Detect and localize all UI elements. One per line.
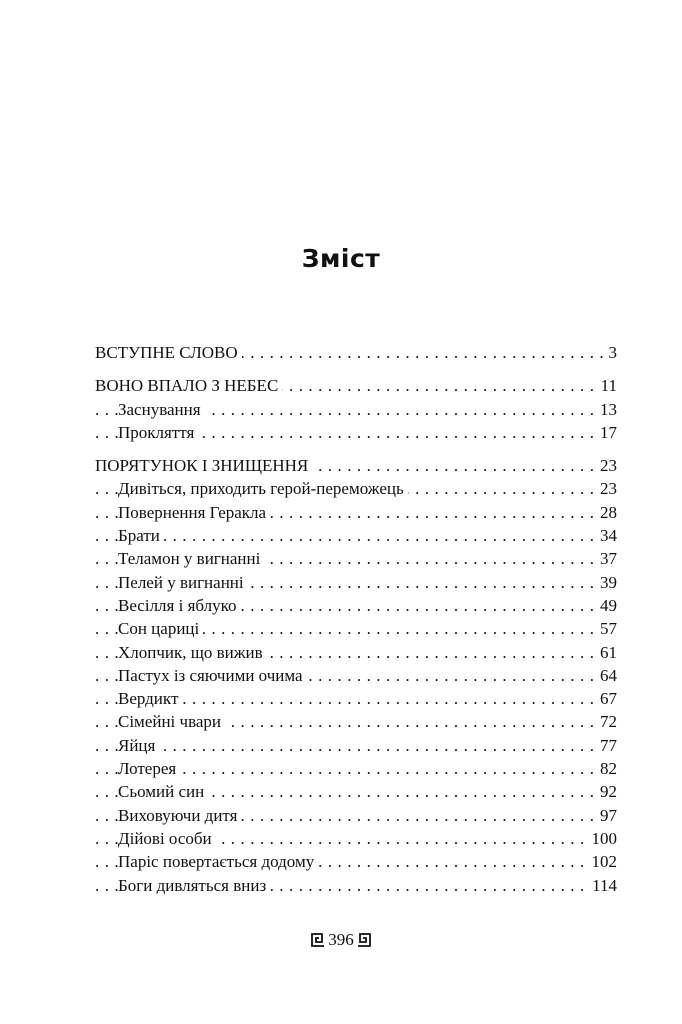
toc-entry-title: Яйця xyxy=(118,736,159,755)
toc-entry-title: Вердикт xyxy=(118,689,182,708)
toc-entry-page: 100 xyxy=(589,827,618,850)
toc-entry-page: 57 xyxy=(597,617,617,640)
toc-entry-title: Повернення Геракла xyxy=(118,503,270,522)
toc-entry-page: 37 xyxy=(597,547,617,570)
toc-entry-page: 28 xyxy=(597,501,617,524)
toc-entry-title: Брати xyxy=(118,526,164,545)
toc-entry-page: 34 xyxy=(597,524,617,547)
toc-entry-page: 72 xyxy=(597,710,617,733)
toc-entry-page: 67 xyxy=(597,687,617,710)
toc-entry-page: 61 xyxy=(597,641,617,664)
toc-entry-page: 17 xyxy=(597,421,617,444)
toc-entry-title: Боги дивляться вниз xyxy=(118,876,270,895)
toc-entry[interactable] xyxy=(95,827,617,850)
page-footer xyxy=(0,930,682,950)
toc-entry-page: 114 xyxy=(589,874,617,897)
toc-entry[interactable] xyxy=(95,710,617,733)
toc-entry-page: 23 xyxy=(597,477,617,500)
toc-entry[interactable] xyxy=(95,617,617,640)
toc-entry-page: 49 xyxy=(597,594,617,617)
toc-entry-title: ВОНО ВПАЛО З НЕБЕС xyxy=(95,376,282,395)
toc-entry[interactable] xyxy=(95,757,617,780)
toc-entry[interactable] xyxy=(95,477,617,500)
toc-entry-title: ПОРЯТУНОК І ЗНИЩЕННЯ xyxy=(95,456,312,475)
toc-entry[interactable] xyxy=(95,594,617,617)
toc-entry-title: Сьомий син xyxy=(118,782,208,801)
toc-entry-title: Дійові особи xyxy=(118,829,216,848)
toc-entry-page: 13 xyxy=(597,398,617,421)
toc-entry-page: 23 xyxy=(597,454,617,477)
toc-entry-title: Теламон у вигнанні xyxy=(118,549,264,568)
greek-key-icon xyxy=(311,933,325,947)
toc-entry[interactable] xyxy=(95,874,617,897)
toc-section[interactable] xyxy=(95,341,617,364)
toc-entry-title: Сон цариці xyxy=(118,619,203,638)
toc-entry-page: 77 xyxy=(597,734,617,757)
toc-section[interactable] xyxy=(95,454,617,477)
toc-section[interactable] xyxy=(95,374,617,397)
toc-entry[interactable] xyxy=(95,780,617,803)
toc-entry[interactable] xyxy=(95,524,617,547)
greek-key-icon xyxy=(357,933,371,947)
toc-entry-page: 102 xyxy=(589,850,618,873)
toc-entry-page: 82 xyxy=(597,757,617,780)
toc-entry-title: Пелей у вигнанні xyxy=(118,573,248,592)
toc-entry[interactable] xyxy=(95,687,617,710)
toc-entry-title: Пастух із сяючими очима xyxy=(118,666,307,685)
toc-entry[interactable] xyxy=(95,571,617,594)
toc-entry-title: Дивіться, приходить герой-переможець xyxy=(118,479,408,498)
toc-entry-title: Паріс повертається додому xyxy=(118,852,318,871)
toc-entry-title: Заснування xyxy=(118,400,205,419)
toc-entry-title: Сімейні чвари xyxy=(118,712,225,731)
toc-entry[interactable] xyxy=(95,501,617,524)
toc-entry-page: 97 xyxy=(597,804,617,827)
toc-entry[interactable] xyxy=(95,641,617,664)
toc-entry-page: 3 xyxy=(606,341,618,364)
toc-entry[interactable] xyxy=(95,398,617,421)
toc-entry[interactable] xyxy=(95,664,617,687)
toc-entry-title: ВСТУПНЕ СЛОВО xyxy=(95,343,242,362)
toc-entry[interactable] xyxy=(95,421,617,444)
toc-entry-page: 39 xyxy=(597,571,617,594)
table-of-contents xyxy=(95,341,617,897)
toc-entry[interactable] xyxy=(95,804,617,827)
page-number: 396 xyxy=(328,930,354,949)
toc-entry-title: Весілля і яблуко xyxy=(118,596,241,615)
toc-entry-title: Хлопчик, що вижив xyxy=(118,643,267,662)
page-title: Зміст xyxy=(301,244,381,273)
toc-entry-page: 64 xyxy=(597,664,617,687)
toc-entry[interactable] xyxy=(95,547,617,570)
toc-entry-title: Прокляття xyxy=(118,423,198,442)
toc-entry[interactable] xyxy=(95,850,617,873)
toc-entry-page: 11 xyxy=(598,374,617,397)
toc-entry-page: 92 xyxy=(597,780,617,803)
toc-entry[interactable] xyxy=(95,734,617,757)
toc-entry-title: Виховуючи дитя xyxy=(118,806,241,825)
toc-entry-title: Лотерея xyxy=(118,759,180,778)
